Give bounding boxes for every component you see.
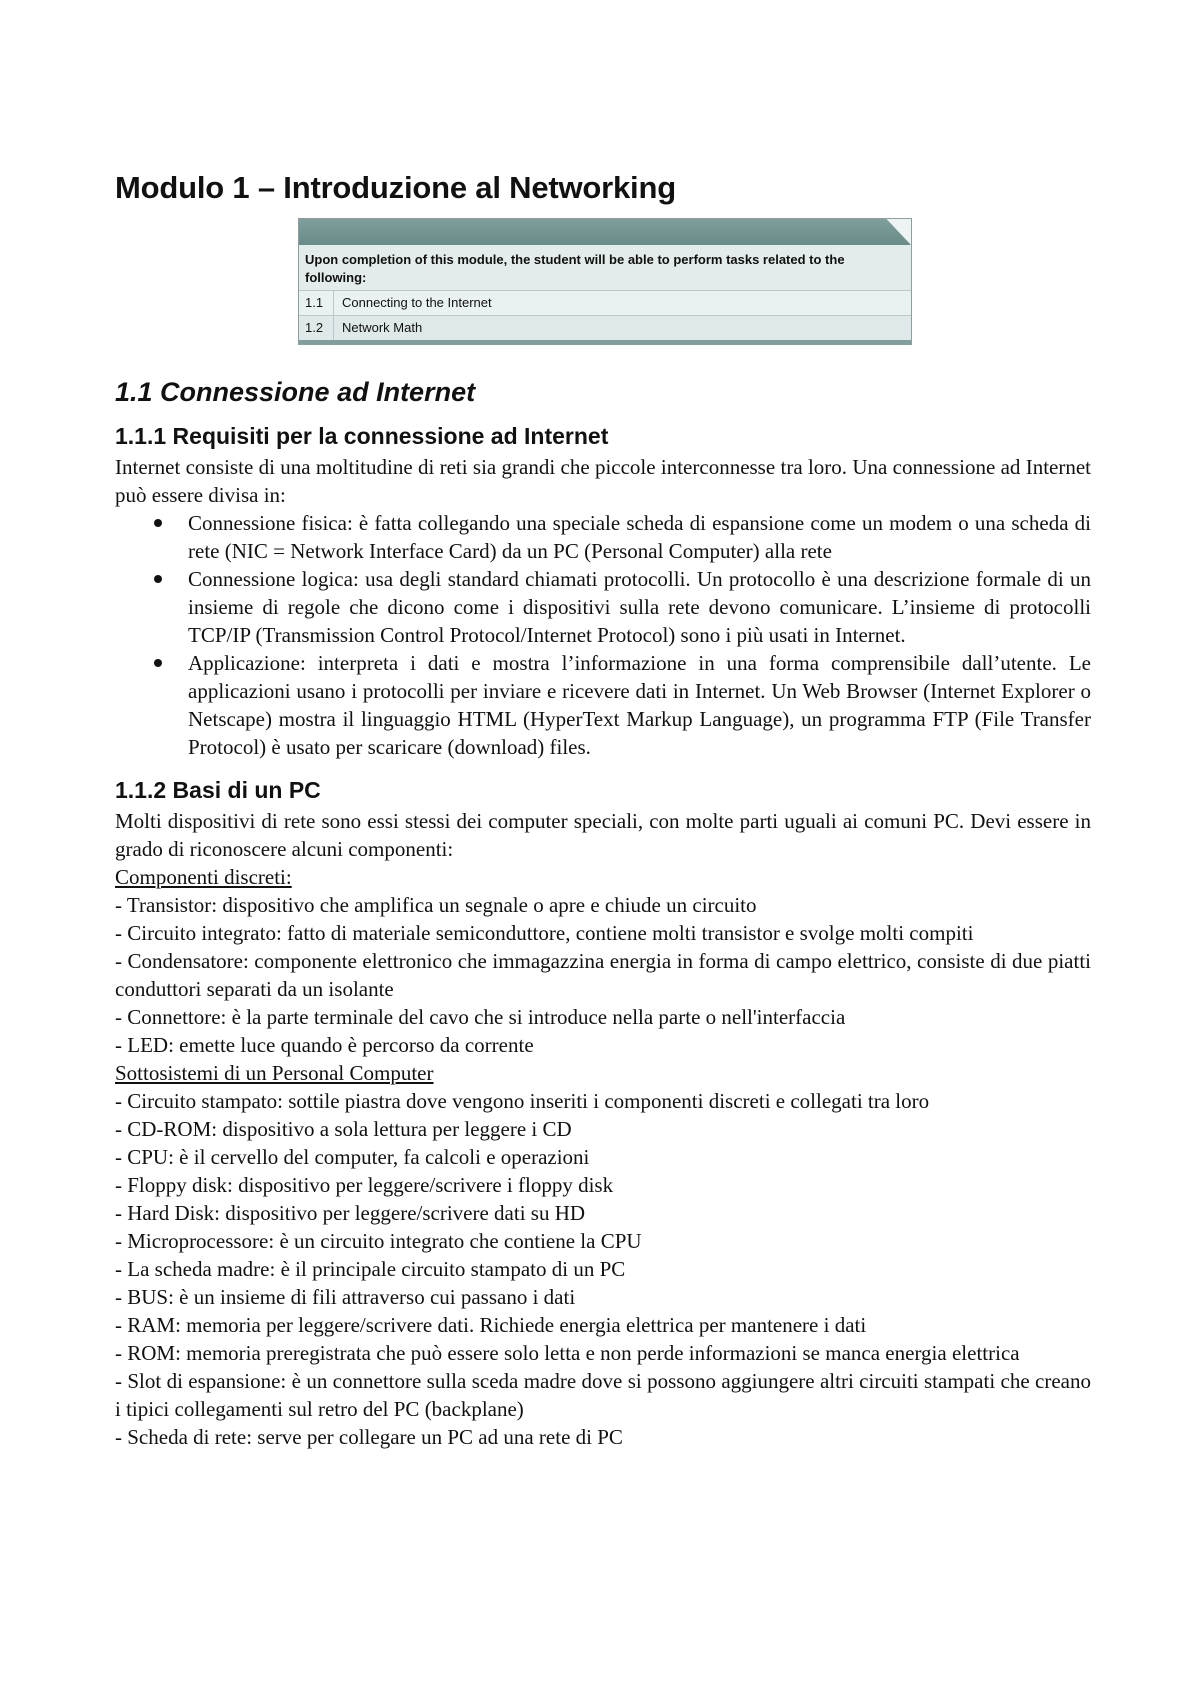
list-item: - ROM: memoria preregistrata che può essere solo letta e non perde informazioni se manca energia elettrica (115, 1341, 1020, 1365)
bullet-item: Applicazione: interpreta i dati e mostra l’informazione in una forma comprensibile dall’utente. Le applicazioni usano i protocolli per inviare e ricevere dati in Internet. Un Web Browser (Internet Explorer o Netscape) mostra il linguaggio HTML (HyperText Markup Language), un programma FTP (File Transfer Protocol) è usato per scaricare (download) files. (188, 651, 1091, 759)
list-item: - CPU: è il cervello del computer, fa calcoli e operazioni (115, 1145, 590, 1169)
objectives-rows (299, 290, 911, 340)
subsystems-heading: Sottosistemi di un Personal Computer (115, 1061, 434, 1085)
bullet-list (115, 509, 1091, 761)
list-item: - BUS: è un insieme di fili attraverso cui passano i dati (115, 1285, 576, 1309)
bullet-item: Connessione logica: usa degli standard chiamati protocolli. Un protocollo è una descrizione formale di un insieme di regole che dicono come i dispositivi sulla rete devono comunicare. L’insieme di protocolli TCP/IP (Transmission Control Protocol/Internet Protocol) sono i più usati in Internet. (188, 567, 1091, 647)
list-item: - Transistor: dispositivo che amplifica un segnale o apre e chiude un circuito (115, 893, 757, 917)
list-item: - Slot di espansione: è un connettore sulla sceda madre dove si possono aggiungere altri circuiti stampati che creano i tipici collegamenti sul retro del PC (backplane) (115, 1369, 1091, 1421)
list-item: - Floppy disk: dispositivo per leggere/scrivere i floppy disk (115, 1173, 614, 1197)
paragraph-intro-1-1-1: Internet consiste di una moltitudine di reti sia grandi che piccole interconnesse tra loro. Una connessione ad Internet può essere divisa in: (115, 455, 1091, 507)
list-item: - LED: emette luce quando è percorso da corrente (115, 1033, 534, 1057)
section-heading-1-1: 1.1 Connessione ad Internet (115, 377, 476, 407)
paragraph-intro-1-1-2: Molti dispositivi di rete sono essi stessi dei computer speciali, con molte parti uguali ai comuni PC. Devi essere in grado di riconoscere alcuni componenti: (115, 809, 1091, 861)
objective-number: 1.1 (299, 291, 334, 315)
list-item: - La scheda madre: è il principale circuito stampato di un PC (115, 1257, 626, 1281)
objectives-table (298, 218, 912, 345)
objective-row (299, 315, 911, 340)
objective-row (299, 290, 911, 315)
list-item: - Condensatore: componente elettronico che immagazzina energia in forma di campo elettrico, consiste di due piatti conduttori separati da un isolante (115, 949, 1091, 1001)
list-item: - Connettore: è la parte terminale del cavo che si introduce nella parte o nell'interfaccia (115, 1005, 846, 1029)
list-item: - Hard Disk: dispositivo per leggere/scrivere dati su HD (115, 1201, 586, 1225)
discrete-components-heading: Componenti discreti: (115, 865, 292, 889)
list-item: - RAM: memoria per leggere/scrivere dati. Richiede energia elettrica per mantenere i dati (115, 1313, 867, 1337)
list-item: - Circuito integrato: fatto di materiale semiconduttore, contiene molti transistor e svolge molti compiti (115, 921, 974, 945)
list-item: - Microprocessore: è un circuito integrato che contiene la CPU (115, 1229, 642, 1253)
subsection-heading-1-1-1: 1.1.1 Requisiti per la connessione ad Internet (115, 423, 609, 449)
subsection-heading-1-1-2: 1.1.2 Basi di un PC (115, 777, 321, 803)
objectives-heading: Upon completion of this module, the student will be able to perform tasks related to the following: (299, 245, 911, 290)
objective-text: Connecting to the Internet (342, 295, 492, 310)
bullet-item: Connessione fisica: è fatta collegando una speciale scheda di espansione come un modem o una scheda di rete (NIC = Network Interface Card) da un PC (Personal Computer) alla rete (188, 511, 1091, 563)
list-item: - Circuito stampato: sottile piastra dove vengono inseriti i componenti discreti e collegati tra loro (115, 1089, 930, 1113)
document-page (115, 160, 1091, 1451)
objective-number: 1.2 (299, 316, 334, 340)
objectives-banner (299, 219, 911, 245)
list-item: - Scheda di rete: serve per collegare un PC ad una rete di PC (115, 1425, 623, 1449)
list-item: - CD-ROM: dispositivo a sola lettura per leggere i CD (115, 1117, 572, 1141)
objectives-footer-bar (299, 340, 911, 344)
page-title: Modulo 1 – Introduzione al Networking (115, 170, 676, 205)
objective-text: Network Math (342, 320, 423, 335)
